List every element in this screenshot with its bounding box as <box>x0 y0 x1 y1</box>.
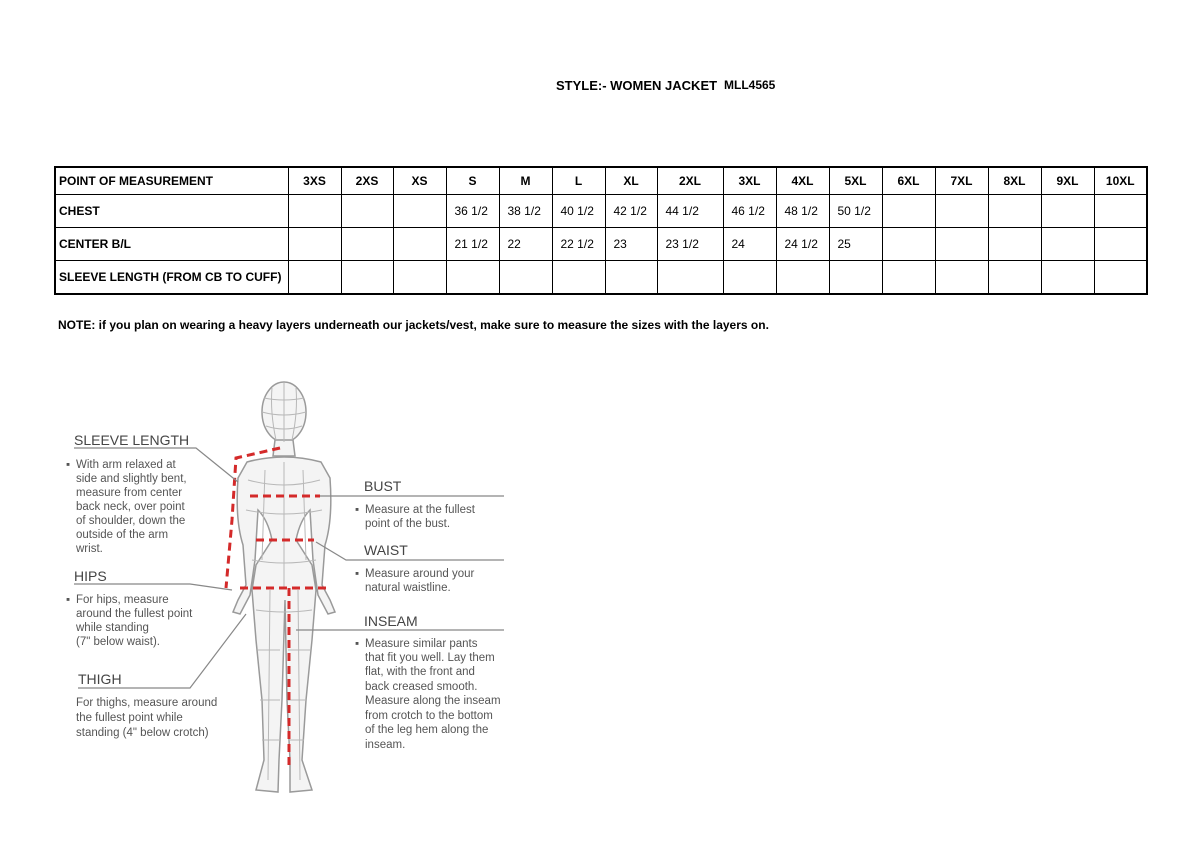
bust-title: BUST <box>364 478 402 494</box>
inseam-line: of the leg hem along the <box>365 724 489 736</box>
table-cell: 24 1/2 <box>776 228 829 261</box>
inseam-line: from crotch to the bottom <box>365 710 493 722</box>
hips-line: around the fullest point <box>76 608 193 620</box>
waist-line: natural waistline. <box>365 582 451 594</box>
bullet-icon: ▪ <box>355 568 360 580</box>
column-header: 5XL <box>829 167 882 195</box>
bust-line: Measure at the fullest <box>365 504 475 516</box>
table-cell: 21 1/2 <box>446 228 499 261</box>
inseam-line: flat, with the front and <box>365 666 475 678</box>
bullet-icon: ▪ <box>355 504 360 516</box>
hips-line: For hips, measure <box>76 594 169 606</box>
sleeve-line: outside of the arm <box>76 529 169 541</box>
column-header: S <box>446 167 499 195</box>
inseam-line: that fit you well. Lay them <box>365 652 495 664</box>
table-cell: 38 1/2 <box>499 195 552 228</box>
inseam-line: inseam. <box>365 739 406 751</box>
row-label: CENTER B/L <box>55 228 288 261</box>
hips-title: HIPS <box>74 568 107 584</box>
column-header: 8XL <box>988 167 1041 195</box>
inseam-line: back creased smooth. <box>365 681 478 693</box>
sleeve-length-title: SLEEVE LENGTH <box>74 432 190 448</box>
table-cell: 50 1/2 <box>829 195 882 228</box>
table-cell: 24 <box>723 228 776 261</box>
table-cell: 46 1/2 <box>723 195 776 228</box>
sleeve-line: measure from center <box>76 487 183 499</box>
sleeve-line: back neck, over point <box>76 501 185 513</box>
column-header: 6XL <box>882 167 935 195</box>
column-header: XS <box>393 167 446 195</box>
column-header: L <box>552 167 605 195</box>
bullet-icon: ▪ <box>66 459 71 471</box>
table-cell: 25 <box>829 228 882 261</box>
table-cell: 36 1/2 <box>446 195 499 228</box>
sleeve-line: wrist. <box>76 543 103 555</box>
sleeve-line: side and slightly bent, <box>76 473 187 485</box>
sleeve-line: With arm relaxed at <box>76 459 176 471</box>
bust-line: point of the bust. <box>365 518 451 530</box>
inseam-line: Measure similar pants <box>365 638 478 650</box>
column-header: XL <box>605 167 657 195</box>
row-label: CHEST <box>55 195 288 228</box>
table-cell: 22 1/2 <box>552 228 605 261</box>
table-cell: 40 1/2 <box>552 195 605 228</box>
inseam-title: INSEAM <box>364 613 418 629</box>
thigh-line: For thighs, measure around <box>76 697 218 709</box>
style-title: STYLE:- WOMEN JACKET <box>556 78 718 93</box>
table-cell: 23 1/2 <box>657 228 723 261</box>
table-cell: 22 <box>499 228 552 261</box>
hips-line: (7" below waist). <box>76 636 160 648</box>
thigh-title: THIGH <box>78 671 122 687</box>
column-header: 3XS <box>288 167 341 195</box>
layering-note: NOTE: if you plan on wearing a heavy layers underneath our jackets/vest, make sure to measure the sizes with the layers on. <box>58 318 769 332</box>
style-code: MLL4565 <box>724 78 776 92</box>
waist-title: WAIST <box>364 542 408 558</box>
column-header: 4XL <box>776 167 829 195</box>
hips-line: while standing <box>76 622 149 634</box>
column-header: 2XS <box>341 167 393 195</box>
row-label: SLEEVE LENGTH (FROM CB TO CUFF) <box>55 261 288 295</box>
table-cell: 48 1/2 <box>776 195 829 228</box>
sleeve-line: of shoulder, down the <box>76 515 186 527</box>
column-header: 7XL <box>935 167 988 195</box>
column-header: 10XL <box>1094 167 1147 195</box>
column-header: 3XL <box>723 167 776 195</box>
bullet-icon: ▪ <box>66 594 71 606</box>
inseam-line: Measure along the inseam <box>365 695 501 707</box>
column-header: M <box>499 167 552 195</box>
waist-line: Measure around your <box>365 568 475 580</box>
table-cell: 23 <box>605 228 657 261</box>
thigh-line: the fullest point while <box>76 712 183 724</box>
column-header: POINT OF MEASUREMENT <box>55 167 288 195</box>
table-cell: 42 1/2 <box>605 195 657 228</box>
thigh-line: standing (4" below crotch) <box>76 727 209 739</box>
column-header: 2XL <box>657 167 723 195</box>
table-cell: 44 1/2 <box>657 195 723 228</box>
bullet-icon: ▪ <box>355 638 360 650</box>
column-header: 9XL <box>1041 167 1094 195</box>
